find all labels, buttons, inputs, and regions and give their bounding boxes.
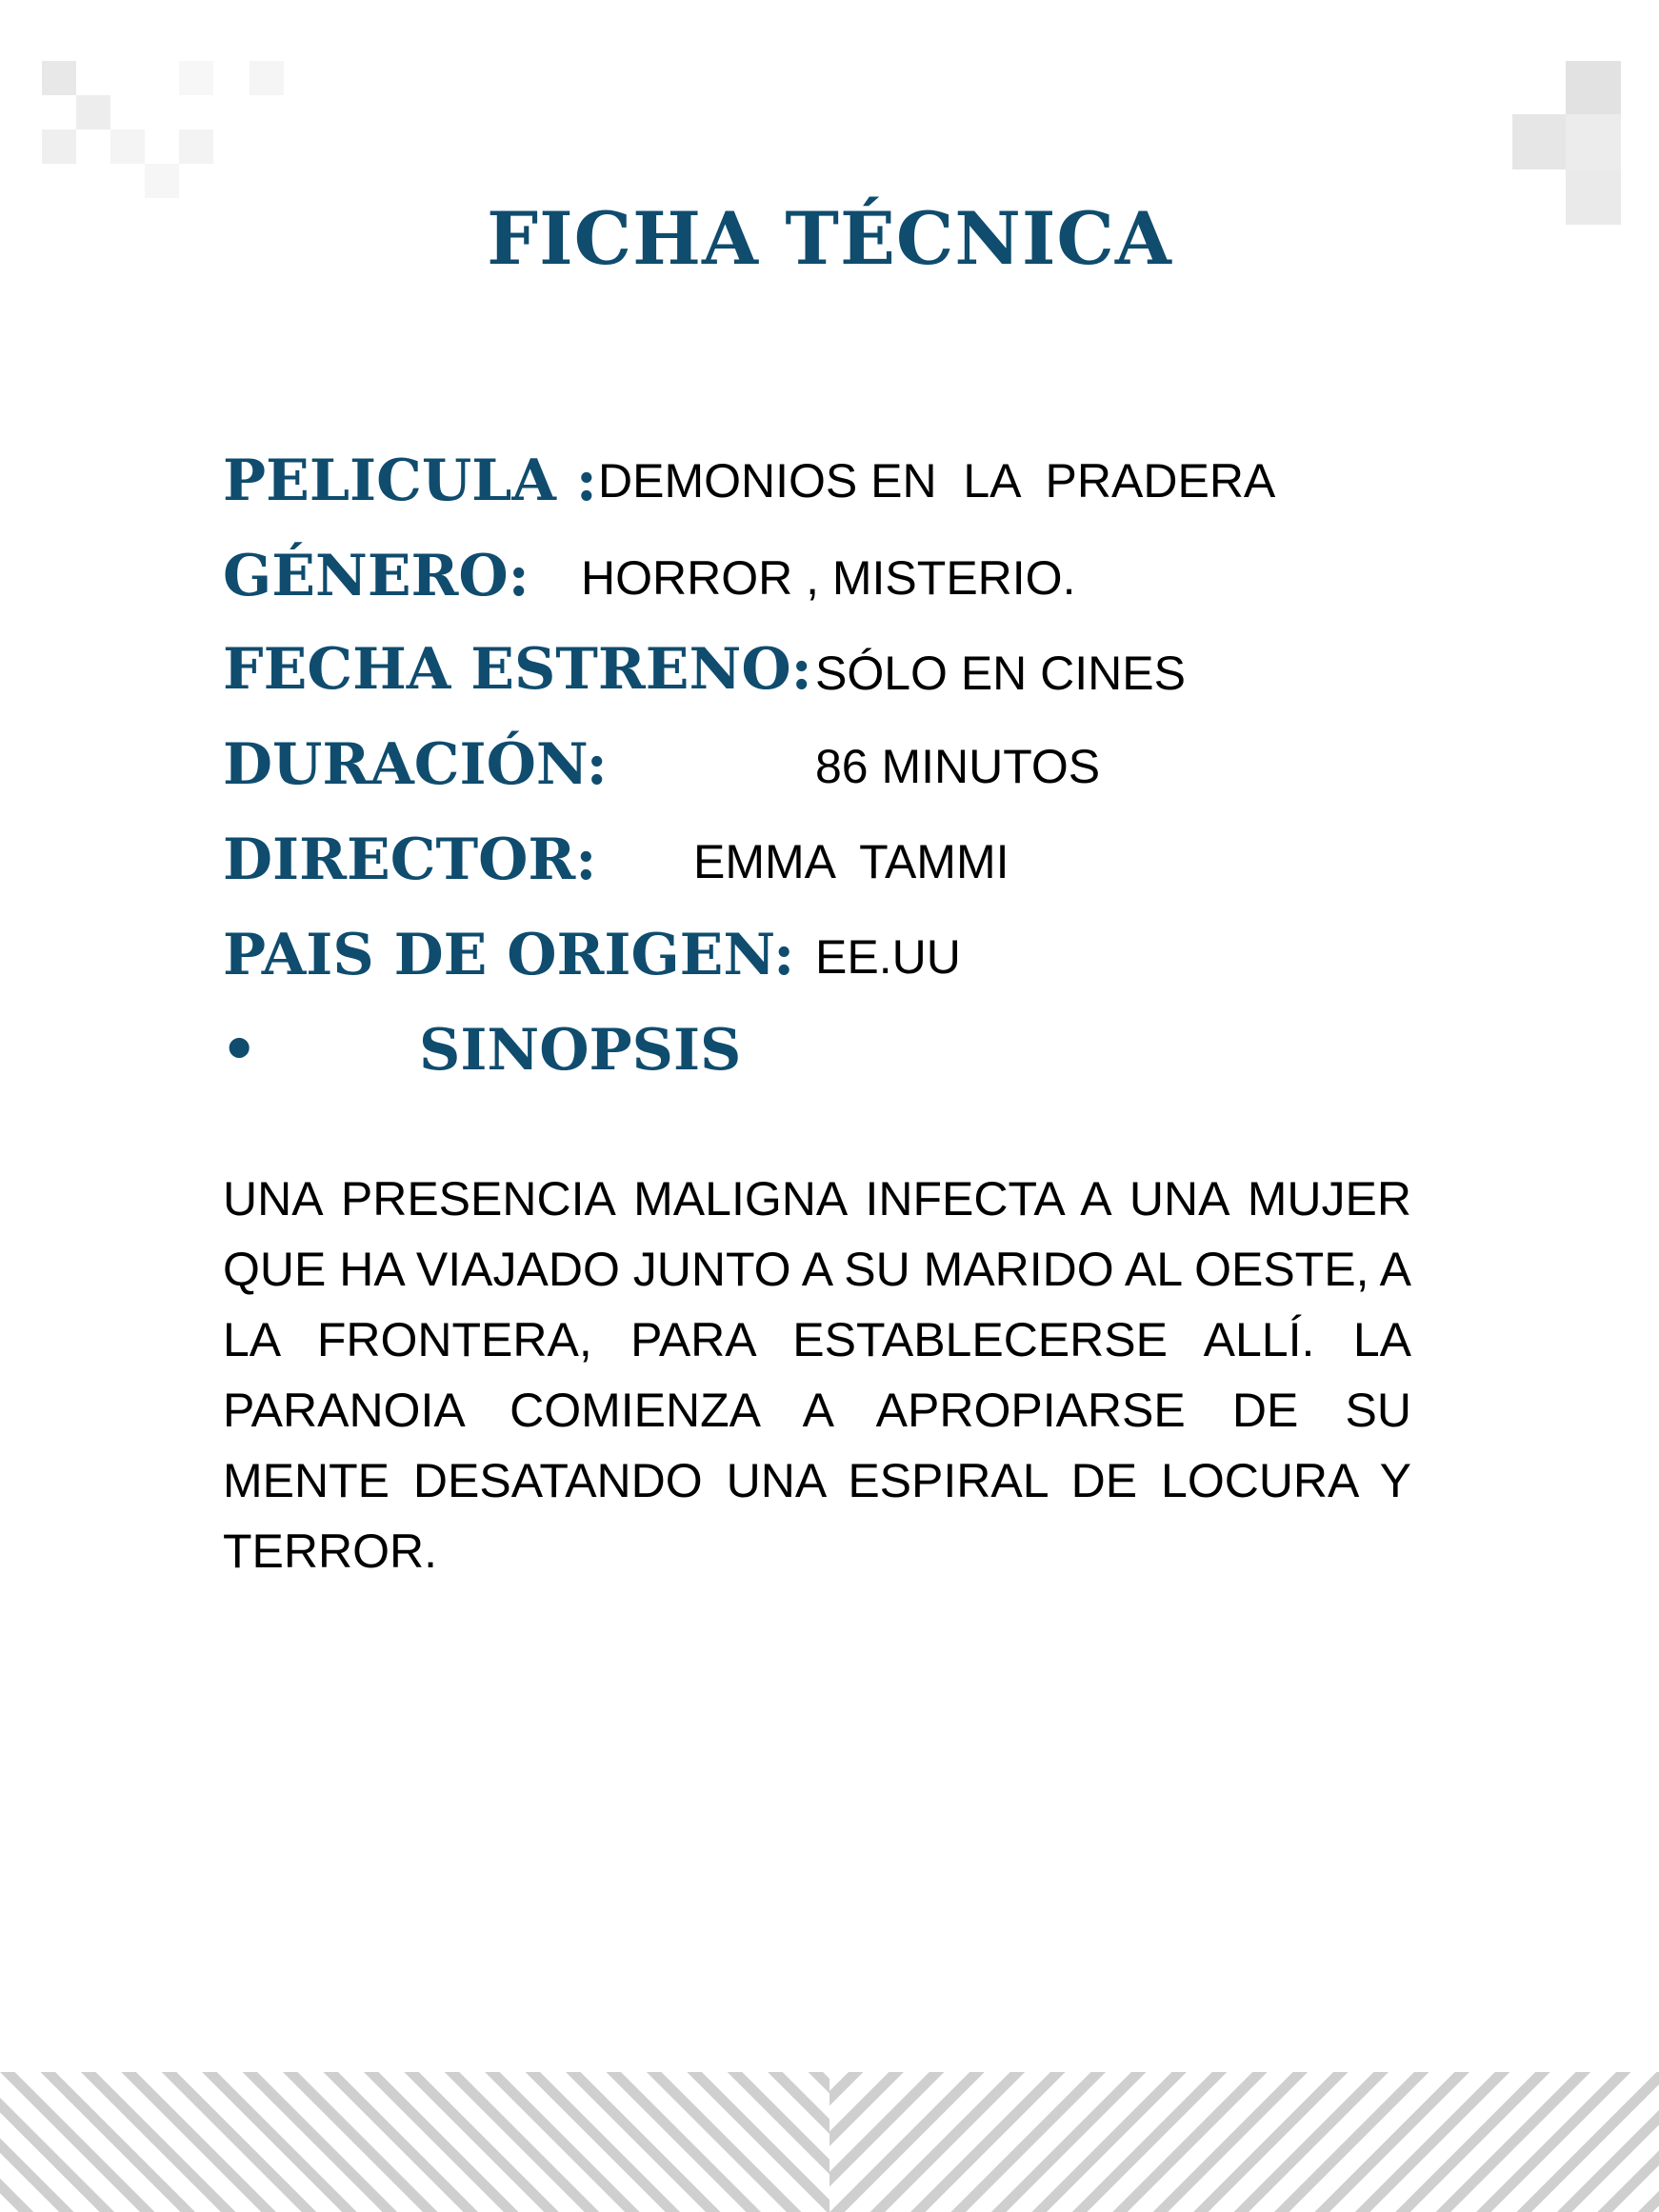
label-pais-de-origen: PAIS DE ORIGEN: [223, 922, 795, 988]
synopsis-bullet: • [221, 1017, 258, 1084]
value-pelicula: DEMONIOS EN LA PRADERA [598, 454, 1276, 508]
synopsis-text: UNA PRESENCIA MALIGNA INFECTA A UNA MUJER QUE HA VIAJADO JUNTO A SU MARIDO AL OESTE, A LA FRONTERA, PARA ESTABLECERSE ALLÍ. LA PARANOIA COMIENZA A APROPIARSE DE SU MENTE DESATANDO UNA ESPIRAL DE LOCURA Y TERROR. [223, 1172, 1411, 1578]
value-duracion: 86 MINUTOS [815, 740, 1101, 793]
value-genero: HORROR , MISTERIO. [581, 551, 1076, 605]
decorative-stripes-band [0, 2072, 1659, 2212]
value-director: EMMA TAMMI [693, 835, 1009, 888]
value-pais-de-origen: EE.UU [815, 930, 961, 984]
value-fecha-estreno: SÓLO EN CINES [815, 647, 1186, 700]
label-duracion: DURACIÓN: [223, 731, 608, 798]
page-title: FICHA TÉCNICA [487, 196, 1172, 281]
top-left-squares [42, 61, 284, 198]
label-director: DIRECTOR: [223, 827, 597, 893]
label-pelicula: PELICULA : [223, 448, 597, 514]
synopsis-heading: SINOPSIS [419, 1017, 742, 1084]
label-fecha-estreno: FECHA ESTRENO: [223, 636, 812, 703]
label-genero: GÉNERO: [223, 543, 530, 609]
